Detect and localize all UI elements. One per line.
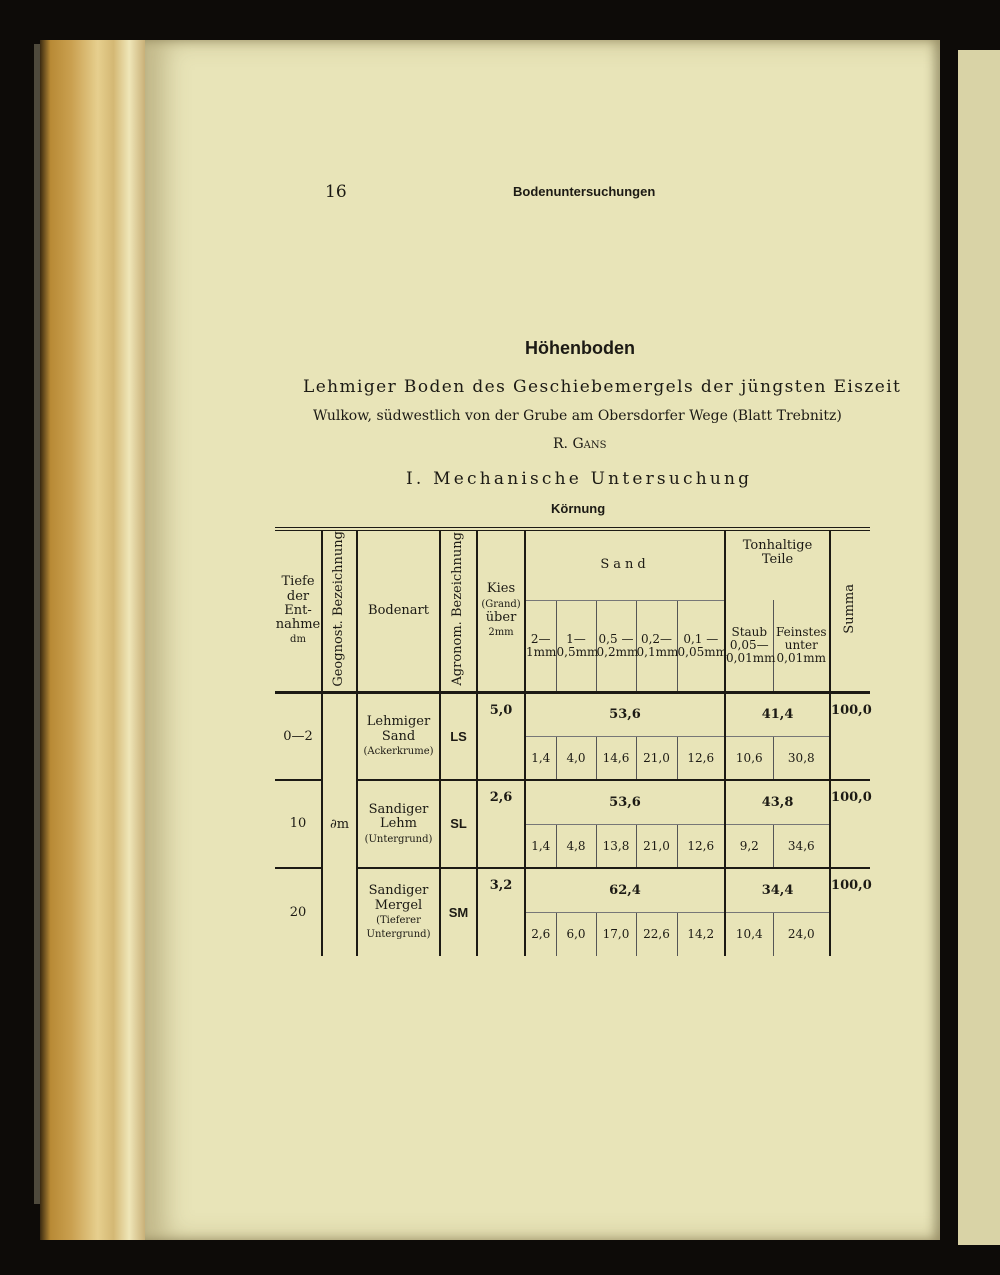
kies-cell: 2,6 (477, 780, 525, 868)
header-sand-fraction: 2— 1mm (525, 600, 556, 692)
page-number: 16 (325, 182, 347, 202)
geognost-cell: ∂m (322, 692, 357, 956)
header-agronom: Agronom. Bezeichnung (440, 529, 477, 692)
author: R. Gans (553, 436, 607, 452)
header-sand-fraction: 0,2— 0,1mm (636, 600, 677, 692)
summa-empty (830, 824, 870, 868)
header-ton-fraction: Feinstes unter 0,01mm (773, 600, 830, 692)
sand-fraction-cell: 22,6 (636, 912, 677, 956)
ton-fraction-cell: 10,6 (725, 736, 773, 780)
running-head: Bodenuntersuchungen (513, 184, 656, 199)
summa-cell: 100,0 (830, 868, 870, 912)
bodenart-cell: Sandiger Mergel (Tieferer Untergrund) (357, 868, 440, 956)
ton-fraction-cell: 9,2 (725, 824, 773, 868)
sand-fraction-cell: 6,0 (556, 912, 596, 956)
table-row (275, 692, 870, 736)
sand-fraction-cell: 21,0 (636, 736, 677, 780)
tiefe-cell: 10 (275, 780, 322, 868)
page-edges (40, 40, 145, 1240)
summa-cell: 100,0 (830, 780, 870, 824)
sand-fraction-cell: 14,6 (596, 736, 636, 780)
sand-fraction-cell: 1,4 (525, 824, 556, 868)
header-ton: Tonhaltige Teile (725, 529, 830, 600)
agronom-cell: LS (440, 692, 477, 780)
header-geognost: Geognost. Bezeichnung (322, 529, 357, 692)
tiefe-cell: 0—2 (283, 728, 313, 744)
sand-total-cell: 53,6 (525, 692, 725, 736)
summa-empty (830, 912, 870, 956)
next-page-edge (958, 50, 1000, 1245)
sand-fraction-cell: 21,0 (636, 824, 677, 868)
location: Wulkow, südwestlich von der Grube am Obersdorfer Wege (Blatt Trebnitz) (313, 408, 842, 424)
page-title: Höhenboden (525, 338, 635, 358)
sand-fraction-cell: 1,4 (525, 736, 556, 780)
ton-fraction-cell: 30,8 (773, 736, 830, 780)
ton-total-cell: 41,4 (725, 692, 830, 736)
sand-fraction-cell: 12,6 (677, 736, 725, 780)
summa-cell: 100,0 (830, 692, 870, 736)
ton-fraction-cell: 34,6 (773, 824, 830, 868)
sand-fraction-cell: 14,2 (677, 912, 725, 956)
header-summa: Summa (830, 529, 870, 692)
ton-total-cell: 34,4 (725, 868, 830, 912)
sand-fraction-cell: 4,8 (556, 824, 596, 868)
sand-total-cell: 62,4 (525, 868, 725, 912)
sand-fraction-cell: 4,0 (556, 736, 596, 780)
sand-fraction-cell: 2,6 (525, 912, 556, 956)
bodenart-cell: Lehmiger Sand (Ackerkrume) (357, 692, 440, 780)
header-ton-fraction: Staub 0,05— 0,01mm (725, 600, 773, 692)
ton-fraction-cell: 24,0 (773, 912, 830, 956)
sand-fraction-cell: 12,6 (677, 824, 725, 868)
analysis-table (275, 527, 870, 956)
sand-fraction-cell: 17,0 (596, 912, 636, 956)
header-sand-fraction: 0,1 — 0,05mm (677, 600, 725, 692)
bodenart-cell: Sandiger Lehm (Untergrund) (357, 780, 440, 868)
sand-fraction-cell: 13,8 (596, 824, 636, 868)
ton-total-cell: 43,8 (725, 780, 830, 824)
header-sand: Sand (525, 529, 725, 600)
header-tiefe: Tiefe der Ent- nahme dm (275, 529, 322, 692)
table-caption: Körnung (551, 501, 606, 516)
agronom-cell: SL (440, 780, 477, 868)
agronom-cell: SM (440, 868, 477, 956)
table-row (275, 868, 870, 912)
subtitle: Lehmiger Boden des Geschiebemergels der jüngsten Eiszeit (303, 377, 902, 397)
tiefe-cell: 20 (275, 868, 322, 956)
header-sand-fraction: 0,5 — 0,2mm (596, 600, 636, 692)
kies-cell: 3,2 (477, 868, 525, 956)
header-sand-fraction: 1— 0,5mm (556, 600, 596, 692)
summa-empty (830, 736, 870, 780)
header-kies: Kies (Grand) über 2mm (477, 529, 525, 692)
header-bodenart: Bodenart (357, 529, 440, 692)
ton-fraction-cell: 10,4 (725, 912, 773, 956)
table-row (275, 780, 870, 824)
section-heading: I. Mechanische Untersuchung (406, 469, 753, 489)
kies-cell: 5,0 (477, 692, 525, 780)
sand-total-cell: 53,6 (525, 780, 725, 824)
